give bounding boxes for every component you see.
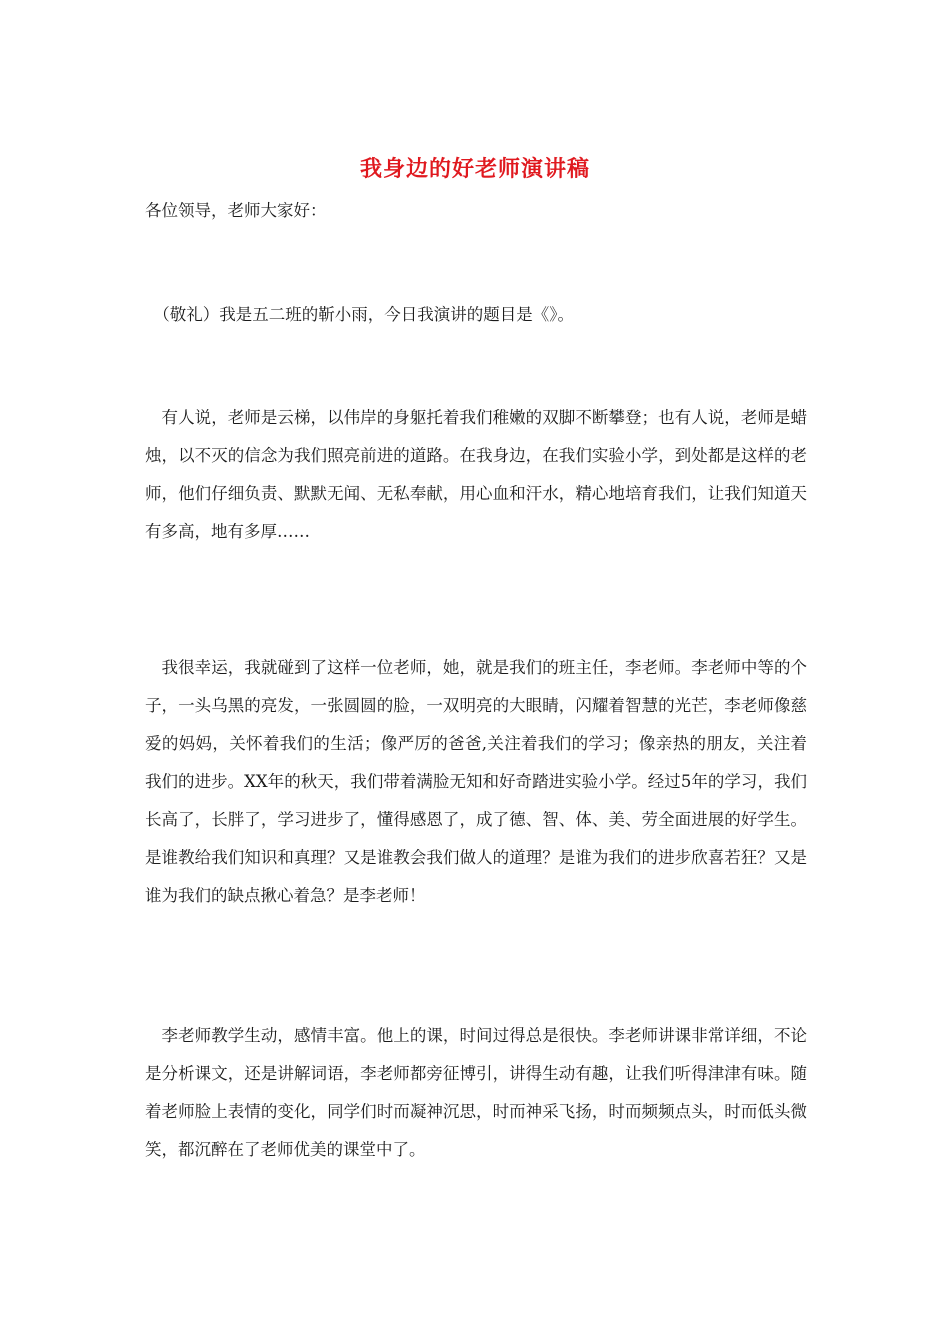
paragraph-intro: （敬礼）我是五二班的靳小雨，今日我演讲的题目是《》。 <box>145 305 574 324</box>
paragraph-teacher-li: 我很幸运，我就碰到了这样一位老师，她，就是我们的班主任，李老师。李老师中等的个子，一头乌黑的亮发，一张圆圆的脸，一双明亮的大眼睛，闪耀着智慧的光芒，李老师像慈爱的妈妈，关怀着我们的生活；像严厉的爸爸,关注着我们的学习；像亲热的朋友，关注着我们的进步。XX年的秋天，我们带着满脸无知和好奇踏进实验小学。经过5年的学习，我们长高了，长胖了，学习进步了，懂得感恩了，成了德、智、体、美、劳全面进展的好学生。是谁教给我们知识和真理？又是谁教会我们做人的道理？是谁为我们的进步欣喜若狂？又是谁为我们的缺点揪心着急？是李老师！ <box>145 658 807 905</box>
paragraph-teaching: 李老师教学生动，感情丰富。他上的课，时间过得总是很快。李老师讲课非常详细，不论是分析课文，还是讲解词语，李老师都旁征博引，讲得生动有趣，让我们听得津津有味。随着老师脸上表情的变化，同学们时而凝神沉思，时而神采飞扬，时而频频点头，时而低头微笑，都沉醉在了老师优美的课堂中了。 <box>145 1026 807 1159</box>
document-title: 我身边的好老师演讲稿 <box>359 156 590 182</box>
paragraph-teachers: 有人说，老师是云梯，以伟岸的身躯托着我们稚嫩的双脚不断攀登；也有人说，老师是蜡烛，以不灭的信念为我们照亮前进的道路。在我身边，在我们实验小学，到处都是这样的老师，他们仔细负责、默默无闻、无私奉献，用心血和汗水，精心地培育我们，让我们知道天有多高，地有多厚…… <box>145 408 807 541</box>
greeting: 各位领导，老师大家好： <box>145 201 327 220</box>
